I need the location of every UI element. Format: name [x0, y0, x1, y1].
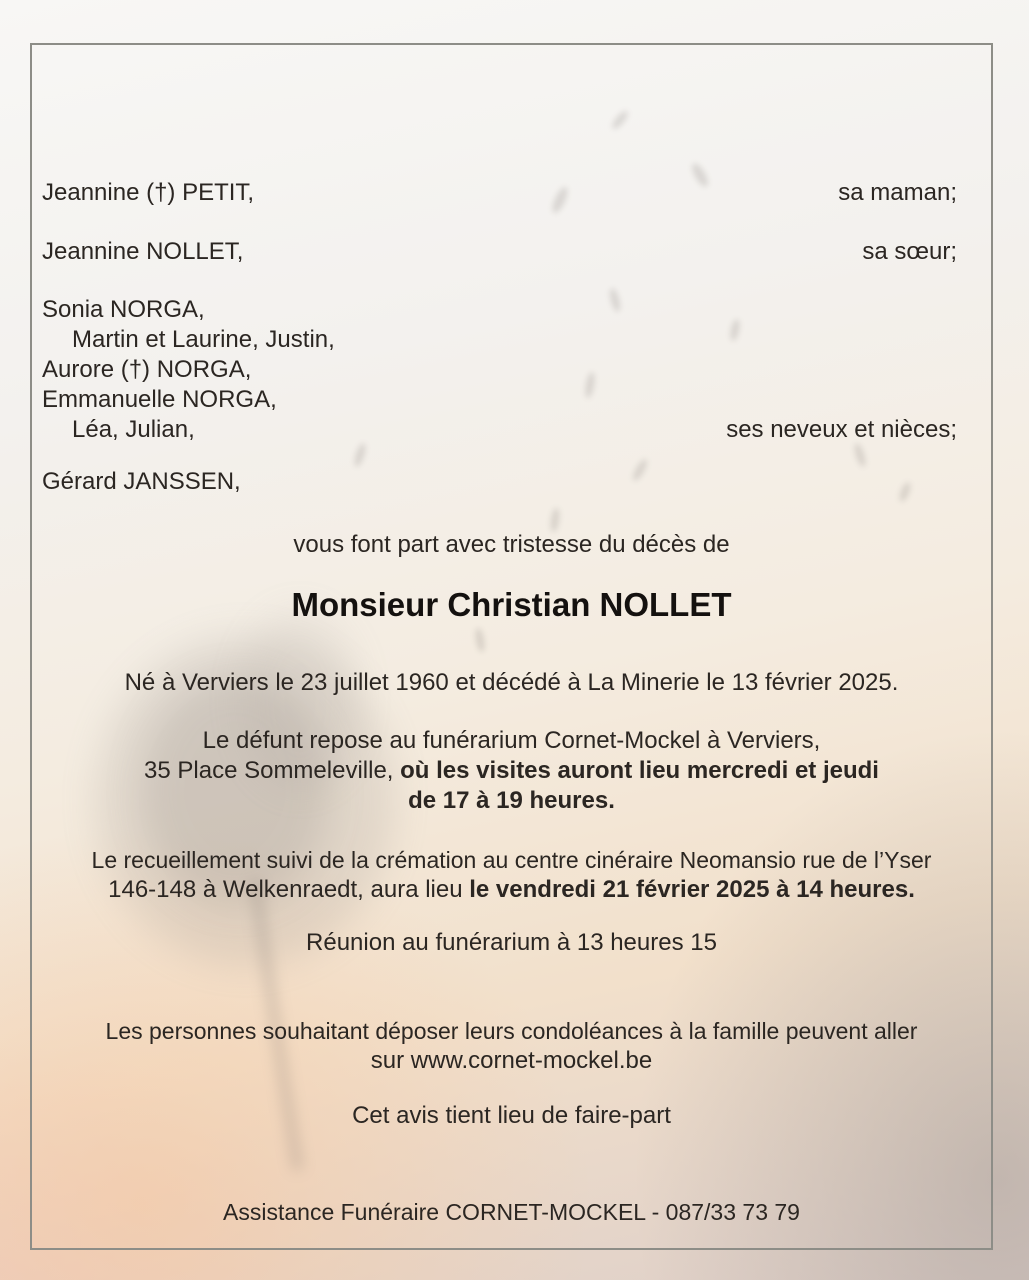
condolences-line1: Les personnes souhaitant déposer leurs condoléances à la famille peuvent aller: [105, 1018, 918, 1044]
family-line: [32, 237, 991, 267]
family-line: [32, 178, 991, 208]
cremation-line2: [32, 875, 991, 905]
funeral-home-line1: Le défunt repose au funérarium Cornet-Mockel à Verviers,: [202, 727, 821, 754]
family-member-name: Martin et Laurine, Justin,: [72, 326, 335, 353]
family-line: [32, 467, 991, 497]
notice-frame: [30, 43, 993, 1250]
notice-statement: Cet avis tient lieu de faire-part: [352, 1102, 671, 1129]
family-member-name: Aurore (†) NORGA,: [42, 356, 252, 383]
life-dates: Né à Verviers le 23 juillet 1960 et décédé à La Minerie le 13 février 2025.: [124, 669, 899, 696]
family-line: [32, 415, 991, 445]
deceased-name: Monsieur Christian NOLLET: [291, 586, 732, 623]
cremation-datetime-bold: le vendredi 21 février 2025 à 14 heures.: [469, 876, 915, 903]
family-relation: sa maman;: [838, 179, 957, 206]
funeral-home-footer: Assistance Funéraire CORNET-MOCKEL - 087/33 73 79: [223, 1199, 800, 1225]
funeral-home-line2: [32, 756, 991, 786]
cremation-address: 146-148 à Welkenraedt, aura lieu: [108, 876, 470, 903]
family-relation: sa sœur;: [862, 238, 957, 265]
family-line: [32, 385, 991, 415]
family-member-name: Jeannine NOLLET,: [42, 238, 244, 265]
family-member-name: Emmanuelle NORGA,: [42, 386, 277, 413]
visit-hours-bold: de 17 à 19 heures.: [408, 787, 615, 814]
announcement-intro: vous font part avec tristesse du décès de: [293, 531, 730, 558]
family-relation: ses neveux et nièces;: [726, 416, 957, 443]
family-line: [32, 325, 991, 355]
family-line: [32, 355, 991, 385]
funeral-home-address: 35 Place Sommeleville,: [144, 757, 401, 784]
notice-content: [32, 45, 991, 1248]
family-member-name: Jeannine (†) PETIT,: [42, 179, 255, 206]
family-member-name: Sonia NORGA,: [42, 296, 205, 323]
visit-days-bold: où les visites auront lieu mercredi et jeudi: [400, 757, 879, 784]
family-member-name: Léa, Julian,: [72, 416, 195, 443]
family-member-name: Gérard JANSSEN,: [42, 468, 241, 495]
cremation-line1: Le recueillement suivi de la crémation au centre cinéraire Neomansio rue de l’Yser: [91, 847, 932, 873]
family-line: [32, 295, 991, 325]
meeting-line: Réunion au funérarium à 13 heures 15: [306, 929, 717, 956]
condolences-website: sur www.cornet-mockel.be: [370, 1047, 653, 1074]
